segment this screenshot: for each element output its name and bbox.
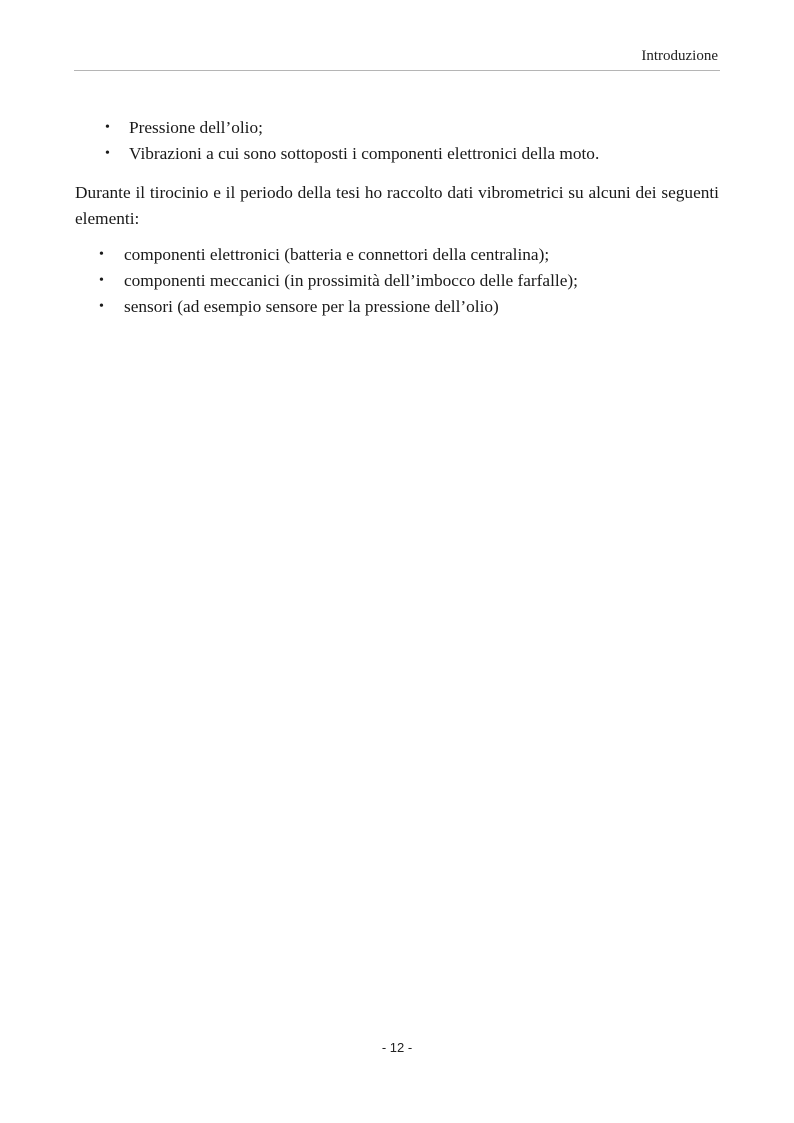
bullet-icon: • bbox=[99, 273, 104, 288]
bullet-icon: • bbox=[105, 146, 110, 161]
list-item bbox=[0, 115, 599, 141]
list-item-text: Pressione dell’olio; bbox=[129, 118, 263, 137]
list-item bbox=[0, 268, 578, 294]
bullet-list-bottom bbox=[0, 242, 578, 320]
header-title: Introduzione bbox=[641, 48, 718, 64]
list-item-text: componenti elettronici (batteria e connettori della centralina); bbox=[124, 245, 550, 264]
list-item bbox=[0, 141, 599, 167]
bullet-icon: • bbox=[99, 299, 104, 314]
body-paragraph: Durante il tirocinio e il periodo della tesi ho raccolto dati vibrometrici su alcuni dei seguenti elementi: bbox=[75, 183, 719, 228]
list-item bbox=[0, 242, 578, 268]
bullet-icon: • bbox=[105, 120, 110, 135]
bullet-list-top bbox=[0, 115, 599, 167]
bullet-icon: • bbox=[99, 247, 104, 262]
list-item-text: sensori (ad esempio sensore per la pressione dell’olio) bbox=[124, 297, 499, 316]
page-number: - 12 - bbox=[381, 1040, 413, 1055]
list-item-text: Vibrazioni a cui sono sottoposti i componenti elettronici della moto. bbox=[129, 144, 600, 163]
list-item-text: componenti meccanici (in prossimità dell’imbocco delle farfalle); bbox=[124, 271, 578, 290]
page-header bbox=[74, 46, 720, 71]
list-item bbox=[0, 294, 578, 320]
